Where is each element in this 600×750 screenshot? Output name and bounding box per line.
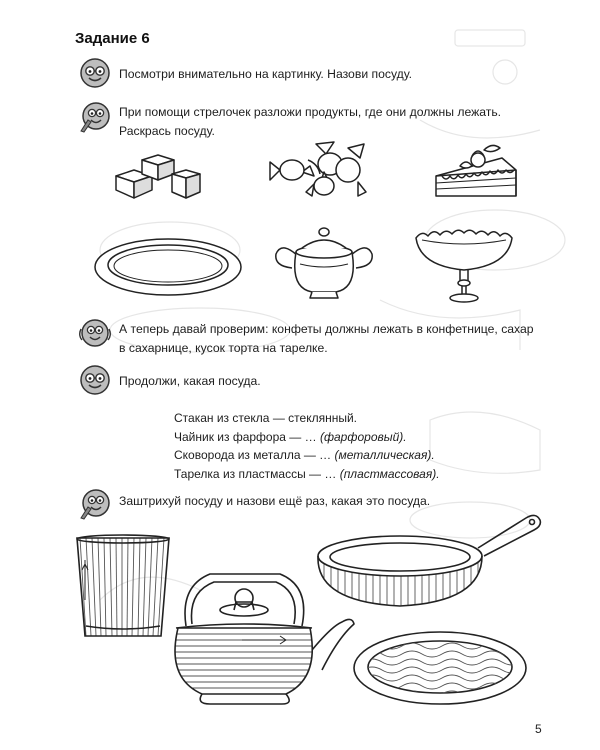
task-2-text: При помощи стрелочек разложи продукты, где они должны лежать. Раскрась посуду. (119, 105, 502, 138)
smiley-pencil-icon (79, 101, 111, 133)
smiley-pencil-icon (79, 488, 111, 520)
cake-slice-illustration (432, 136, 522, 202)
candy-bowl-illustration (410, 226, 518, 306)
wavy-plate-illustration (352, 630, 528, 706)
candies-illustration (268, 140, 368, 202)
task-3-text: А теперь давай проверим: конфеты должны лежать в конфетнице, сахар в сахарнице, кусок торта на тарелке. (119, 322, 534, 355)
smiley-listening-icon (79, 317, 111, 349)
glass-cup-illustration (72, 530, 174, 642)
sugar-cubes-illustration (112, 152, 202, 202)
examples-list (174, 409, 440, 483)
frying-pan-illustration (314, 510, 544, 610)
example-line: Стакан из стекла — стеклянный. (174, 411, 357, 425)
smiley-glasses-icon (79, 57, 111, 89)
task-1-text: Посмотри внимательно на картинку. Назови посуду. (119, 67, 413, 81)
plate-illustration (92, 236, 244, 298)
page-title: Задание 6 (75, 30, 150, 47)
example-line: Тарелка из пластмассы — … (пластмассовая). (174, 466, 440, 481)
task-4-text: Продолжи, какая посуда. (119, 374, 261, 388)
page-number: 5 (535, 722, 542, 736)
smiley-glasses-icon (79, 364, 111, 396)
task-5-text: Заштрихуй посуду и назови ещё раз, какая это посуда. (119, 494, 431, 508)
sugar-bowl-illustration (272, 218, 376, 300)
example-line: Сковорода из металла — … (металлическая). (174, 448, 435, 462)
example-line: Чайник из фарфора — … (фарфоровый). (174, 429, 407, 444)
